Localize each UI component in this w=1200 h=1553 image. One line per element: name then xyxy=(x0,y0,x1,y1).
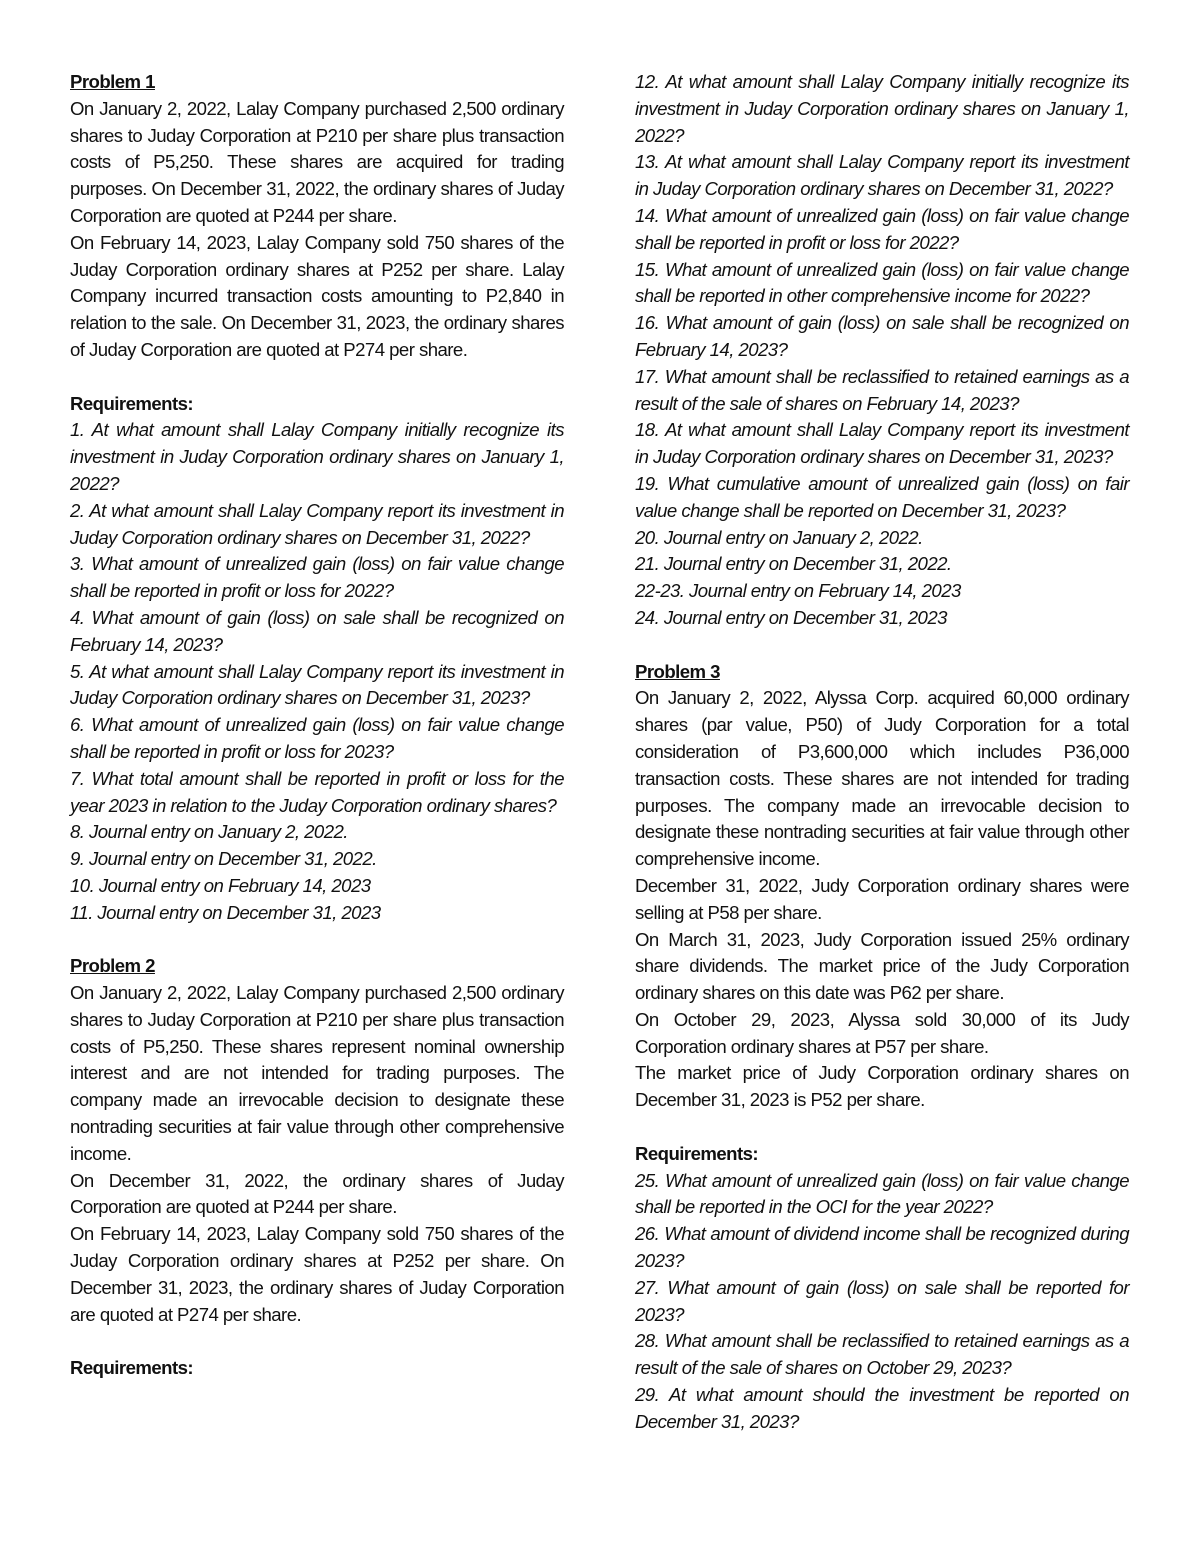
problem-3-paragraph: On October 29, 2023, Alyssa sold 30,000 of its Judy Corporation ordinary shares at P57 per share. xyxy=(635,1008,1129,1057)
problem-1-paragraph: On February 14, 2023, Lalay Company sold 750 shares of the Juday Corporation ordinary shares at P252 per share. Lalay Company incurred transaction costs amounting to P2,840 in relation to the sale. On December 31, 2023, the ordinary shares of Juday Corporation are quoted at P274 per share. xyxy=(70,231,564,360)
spacer xyxy=(70,1328,564,1355)
spacer xyxy=(70,364,564,391)
question-20: 20. Journal entry on January 2, 2022. xyxy=(635,526,923,548)
question-2: 2. At what amount shall Lalay Company report its investment in Juday Corporation ordinary shares on December 31, 2022? xyxy=(70,499,564,548)
problem-3-title: Problem 3 xyxy=(635,660,720,682)
question-11: 11. Journal entry on December 31, 2023 xyxy=(70,901,381,923)
problem-3-paragraph: On March 31, 2023, Judy Corporation issued 25% ordinary share dividends. The market price of the Judy Corporation ordinary shares on this date was P62 per share. xyxy=(635,928,1129,1004)
spacer xyxy=(635,632,1129,659)
problem-3-paragraph: On January 2, 2022, Alyssa Corp. acquired 60,000 ordinary shares (par value, P50) of Judy Corporation for a total consideration of P3,600,000 which includes P36,000 transaction costs. These shares are not intended for trading purposes. The company made an irrevocable decision to designate these nontrading securities at fair value through other comprehensive income. xyxy=(635,687,1129,870)
problem-1-requirements-label: Requirements: xyxy=(70,392,194,414)
question-21: 21. Journal entry on December 31, 2022. xyxy=(635,553,952,575)
question-18: 18. At what amount shall Lalay Company report its investment in Juday Corporation ordinary shares on December 31, 2023? xyxy=(635,419,1129,468)
problem-1-title: Problem 1 xyxy=(70,71,155,92)
question-10: 10. Journal entry on February 14, 2023 xyxy=(70,874,371,896)
question-9: 9. Journal entry on December 31, 2022. xyxy=(70,848,377,870)
question-28: 28. What amount shall be reclassified to retained earnings as a result of the sale of shares on October 29, 2023? xyxy=(635,1330,1129,1379)
question-25: 25. What amount of unrealized gain (loss) on fair value change shall be reported in the OCI for the year 2022? xyxy=(635,1169,1129,1218)
problem-2-title: Problem 2 xyxy=(70,955,155,977)
problem-2-paragraph: On January 2, 2022, Lalay Company purchased 2,500 ordinary shares to Juday Corporation at P210 per share plus transaction costs of P5,250. These shares represent nominal ownership interest and are not intended for trading purposes. The company made an irrevocable decision to designate these nontrading securities at fair value through other comprehensive income. xyxy=(70,982,564,1164)
question-14: 14. What amount of unrealized gain (loss) on fair value change shall be reported in profit or loss for 2022? xyxy=(635,204,1129,253)
question-29: 29. At what amount should the investment be reported on December 31, 2023? xyxy=(635,1384,1129,1432)
question-17: 17. What amount shall be reclassified to retained earnings as a result of the sale of shares on February 14, 2023? xyxy=(635,365,1129,414)
question-6: 6. What amount of unrealized gain (loss) on fair value change shall be reported in profit or loss for 2023? xyxy=(70,714,564,762)
problem-3-paragraph: December 31, 2022, Judy Corporation ordinary shares were selling at P58 per share. xyxy=(635,874,1129,923)
question-19: 19. What cumulative amount of unrealized gain (loss) on fair value change shall be reported on December 31, 2023? xyxy=(635,472,1129,521)
question-27: 27. What amount of gain (loss) on sale shall be reported for 2023? xyxy=(635,1276,1129,1325)
question-12: 12. At what amount shall Lalay Company initially recognize its investment in Juday Corporation ordinary shares on January 1, 2022? xyxy=(635,71,1129,146)
question-16: 16. What amount of gain (loss) on sale shall be recognized on February 14, 2023? xyxy=(635,312,1129,360)
question-13: 13. At what amount shall Lalay Company report its investment in Juday Corporation ordinary shares on December 31, 2022? xyxy=(635,151,1129,200)
question-5: 5. At what amount shall Lalay Company report its investment in Juday Corporation ordinary shares on December 31, 2023? xyxy=(70,660,564,709)
question-8: 8. Journal entry on January 2, 2022. xyxy=(70,821,348,843)
problem-2-paragraph: On February 14, 2023, Lalay Company sold 750 shares of the Juday Corporation ordinary shares at P252 per share. On December 31, 2023, the ordinary shares of Juday Corporation are quoted at P274 per share. xyxy=(70,1223,564,1325)
right-column xyxy=(635,69,1129,1436)
question-1: 1. At what amount shall Lalay Company initially recognize its investment in Juday Corporation ordinary shares on January 1, 2022? xyxy=(70,419,564,494)
problem-2-paragraph: On December 31, 2022, the ordinary shares of Juday Corporation are quoted at P244 per share. xyxy=(70,1169,564,1218)
left-column xyxy=(70,69,564,1382)
question-3: 3. What amount of unrealized gain (loss) on fair value change shall be reported in profit or loss for 2022? xyxy=(70,553,564,602)
problem-3-requirements-label: Requirements: xyxy=(635,1142,759,1164)
question-24: 24. Journal entry on December 31, 2023 xyxy=(635,606,947,628)
question-22-23: 22-23. Journal entry on February 14, 2023 xyxy=(635,580,961,602)
question-26: 26. What amount of dividend income shall be recognized during 2023? xyxy=(635,1223,1129,1272)
problem-2-requirements-label: Requirements: xyxy=(70,1357,194,1379)
problem-3-paragraph: The market price of Judy Corporation ordinary shares on December 31, 2023 is P52 per share. xyxy=(635,1062,1129,1111)
question-7: 7. What total amount shall be reported in profit or loss for the year 2023 in relation to the Juday Corporation ordinary shares? xyxy=(70,767,564,816)
question-15: 15. What amount of unrealized gain (loss) on fair value change shall be reported in other comprehensive income for 2022? xyxy=(635,258,1129,307)
spacer xyxy=(70,927,564,954)
problem-1-paragraph: On January 2, 2022, Lalay Company purchased 2,500 ordinary shares to Juday Corporation at P210 per share plus transaction costs of P5,250. These shares are acquired for trading purposes. On December 31, 2022, the ordinary shares of Juday Corporation are quoted at P244 per share. xyxy=(70,97,564,226)
question-4: 4. What amount of gain (loss) on sale shall be recognized on February 14, 2023? xyxy=(70,606,564,655)
spacer xyxy=(635,1114,1129,1141)
